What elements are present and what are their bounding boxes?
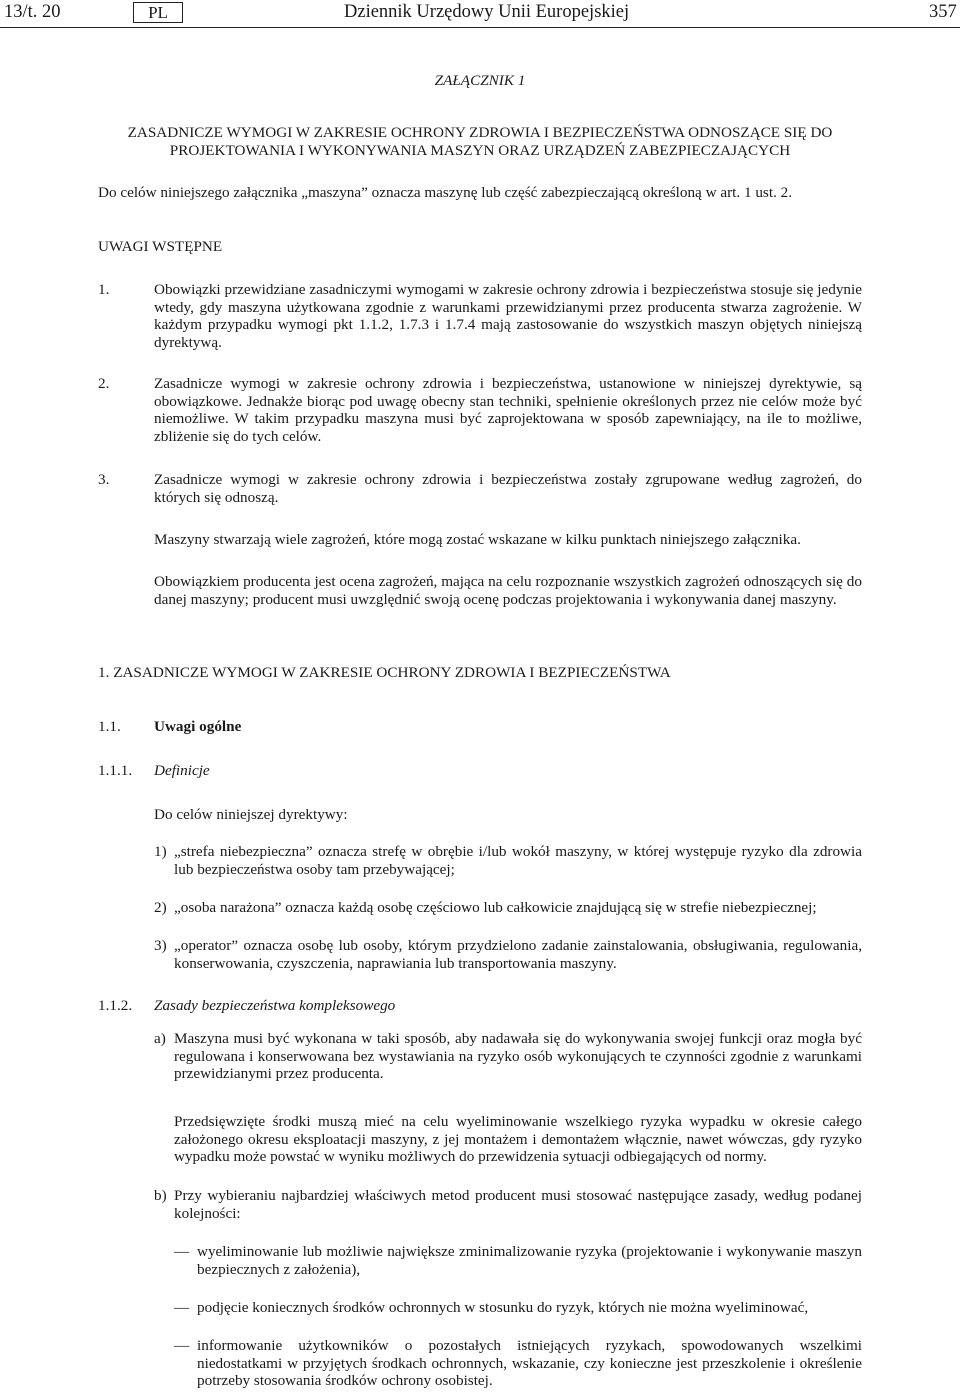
item-number: 3. — [98, 471, 110, 488]
section-number: 1.1. — [98, 718, 121, 735]
preliminary-paragraph: Maszyny stwarzają wiele zagrożeń, które mogą zostać wskazane w kilku punktach niniejszego załącznika. — [154, 531, 801, 548]
definitions-intro: Do celów niniejszej dyrektywy: — [154, 806, 348, 823]
item-number: 2. — [98, 375, 110, 392]
dash-marker: — — [174, 1299, 190, 1316]
point-letter: a) — [154, 1030, 166, 1047]
preliminary-item-2: Zasadnicze wymogi w zakresie ochrony zdrowia i bezpieczeństwa, ustanowione w niniejszej dyrektywie, są obowiązkowe. Jednakże biorąc pod uwagę obecny stan techniki, spełnienie określonych przez nie celów może być niemożliwe. W takim przypadku maszyna musi być zaprojektowana w sposób zapewniający, na ile to możliwe, zbliżenie się do tych celów. — [154, 375, 862, 445]
definition-item: „osoba narażona” oznacza każdą osobę częściowo lub całkowicie znajdującą się w strefie niebezpiecznej; — [174, 899, 817, 916]
journal-title: Dziennik Urzędowy Unii Europejskiej — [344, 2, 630, 22]
item-number: 1. — [98, 281, 110, 298]
definition-item: „strefa niebezpieczna” oznacza strefę w obrębie i/lub wokół maszyny, w której występuje ryzyko dla zdrowia lub bezpieczeństwa osoby tam przebywającej; — [174, 843, 862, 878]
issue-number: 13/t. 20 — [4, 2, 61, 22]
section-heading: Definicje — [154, 762, 210, 779]
definition-number: 2) — [154, 899, 167, 916]
dash-marker: — — [174, 1337, 190, 1354]
definition-item: „operator” oznacza osobę lub osoby, którym przydzielono zadanie zainstalowania, obsługiwania, regulowania, konserwowania, czyszczenia, naprawiania lub transportowania maszyny. — [174, 937, 862, 972]
preliminary-item-3: Zasadnicze wymogi w zakresie ochrony zdrowia i bezpieczeństwa zostały zgrupowane według zagrożeń, do których się odnoszą. — [154, 471, 862, 506]
dash-item: wyeliminowanie lub możliwie największe zminimalizowanie ryzyka (projektowanie i wykonywanie maszyn bezpiecznych z założenia), — [197, 1243, 862, 1278]
annex-heading-line2: PROJEKTOWANIA I WYKONYWANIA MASZYN ORAZ URZĄDZEŃ ZABEZPIECZAJĄCYCH — [169, 142, 791, 159]
header-rule — [0, 27, 960, 28]
definition-number: 3) — [154, 937, 167, 954]
page-number: 357 — [929, 2, 957, 22]
preliminary-title: UWAGI WSTĘPNE — [98, 238, 223, 255]
section-heading: Zasady bezpieczeństwa kompleksowego — [154, 997, 396, 1014]
point-b-text: Przy wybieraniu najbardziej właściwych metod producent musi stosować następujące zasady, według podanej kolejności: — [174, 1187, 862, 1222]
language-badge: PL — [133, 2, 183, 23]
annex-intro: Do celów niniejszego załącznika „maszyna” oznacza maszynę lub część zabezpieczającą określoną w art. 1 ust. 2. — [98, 184, 793, 201]
point-a-paragraph: Przedsięwzięte środki muszą mieć na celu wyeliminowanie wszelkiego ryzyka wypadku w okresie całego założonego okresu eksploatacji maszyny, z jej montażem i demontażem włącznie, nawet wówczas, gdy ryzyko wypadku może powstać w wyniku możliwych do przewidzenia sytuacji odbiegających od normy. — [174, 1113, 862, 1166]
preliminary-paragraph: Obowiązkiem producenta jest ocena zagrożeń, mająca na celu rozpoznanie wszystkich zagrożeń odnoszących się do danej maszyny; producent musi uwzględnić swoją ocenę podczas projektowania i wykonywania danej maszyny. — [154, 573, 862, 608]
dash-item: podjęcie koniecznych środków ochronnych w stosunku do ryzyk, których nie można wyeliminować, — [197, 1299, 809, 1316]
point-a-text: Maszyna musi być wykonana w taki sposób, aby nadawała się do wykonywania swojej funkcji oraz mogła być regulowana i konserwowana bez wystawiania na ryzyko osób wykonujących te czynności zgodnie z warunkami przewidzianymi przez producenta. — [174, 1030, 862, 1083]
definition-number: 1) — [154, 843, 167, 860]
annex-heading-line1: ZASADNICZE WYMOGI W ZAKRESIE OCHRONY ZDROWIA I BEZPIECZEŃSTWA ODNOSZĄCE SIĘ DO — [127, 124, 833, 141]
preliminary-item-1: Obowiązki przewidziane zasadniczymi wymogami w zakresie ochrony zdrowia i bezpieczeństwa stosuje się jedynie wtedy, gdy maszyna użytkowana zgodnie z warunkami przewidzianymi przez producenta stwarza zagrożenie. W każdym przypadku wymogi pkt 1.1.2, 1.7.3 i 1.7.4 mają zastosowanie do wszystkich maszyn objętych niniejszą dyrektywą. — [154, 281, 862, 351]
section-number: 1.1.1. — [98, 762, 133, 779]
point-letter: b) — [154, 1187, 167, 1204]
dash-marker: — — [174, 1243, 190, 1260]
section-number: 1.1.2. — [98, 997, 133, 1014]
section-title: 1. ZASADNICZE WYMOGI W ZAKRESIE OCHRONY ZDROWIA I BEZPIECZEŃSTWA — [98, 664, 671, 681]
dash-item: informowanie użytkowników o pozostałych istniejących ryzykach, spowodowanych wszelkimi niedostatkami w przyjętych środkach ochronnych, wskazanie, czy konieczne jest przeszkolenie i określenie potrzeby stosowania środków ochrony osobistej. — [197, 1337, 862, 1390]
section-heading: Uwagi ogólne — [154, 718, 242, 735]
annex-title: ZAŁĄCZNIK 1 — [434, 72, 526, 89]
